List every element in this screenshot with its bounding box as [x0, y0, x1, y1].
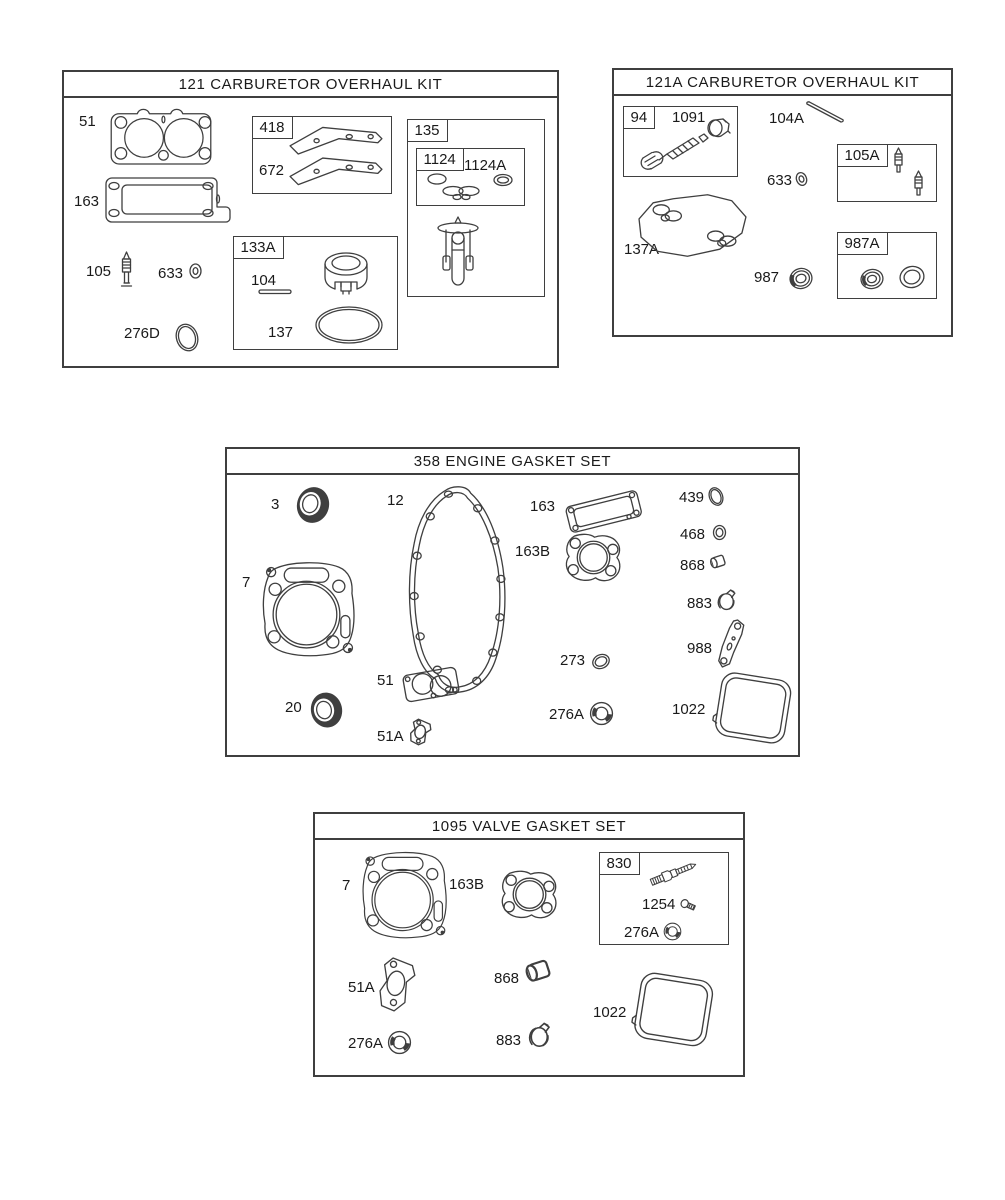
part-label-987: 987	[754, 269, 780, 286]
part-label-276A-kit4: 276A	[348, 1035, 384, 1052]
part-label-1091: 1091	[672, 109, 706, 126]
part-label-868-kit4: 868	[494, 970, 520, 987]
part-label-163: 163	[74, 193, 100, 210]
seal-987-drawing	[788, 265, 814, 292]
breather-gasket-988-drawing	[717, 618, 746, 669]
part-label-51A-kit3: 51A	[377, 728, 404, 745]
pin-104A-drawing	[804, 100, 846, 126]
float-hinge-pin-104-drawing	[258, 289, 292, 295]
inset-987A-box	[837, 232, 937, 299]
inset-94-box	[623, 106, 738, 177]
part-label-988: 988	[687, 640, 713, 657]
exhaust-gasket-51A-kit3-drawing	[408, 718, 433, 747]
inset-105A-tab: 105A	[837, 144, 888, 167]
needle-and-spring-1091-drawing	[636, 117, 734, 175]
cylinder-head-gasket-7-kit4-drawing	[360, 844, 448, 944]
part-label-163B-kit4: 163B	[449, 876, 485, 893]
part-label-1022-kit3: 1022	[672, 701, 706, 718]
carburetor-mounting-gasket-51-drawing	[105, 106, 217, 164]
plug-868-kit3-drawing	[709, 555, 726, 569]
part-label-105: 105	[86, 263, 112, 280]
seal-276A-kit3-drawing	[589, 701, 614, 726]
part-label-883-kit4: 883	[496, 1032, 522, 1049]
kit-121A-title: 121A CARBURETOR OVERHAUL KIT	[614, 70, 951, 96]
inset-830-box	[599, 852, 729, 945]
part-label-163-kit3: 163	[530, 498, 556, 515]
gasket-set-1124-drawing	[423, 171, 521, 203]
o-ring-468-drawing	[712, 524, 727, 541]
part-label-1124A: 1124A	[464, 157, 507, 174]
clamp-883-kit3-drawing	[717, 588, 738, 611]
part-label-163B-kit3: 163B	[515, 543, 551, 560]
carburetor-gasket-163B-kit4-drawing	[495, 869, 561, 920]
seal-washer-633-drawing	[189, 263, 202, 279]
exhaust-gasket-51A-kit4-drawing	[376, 956, 417, 1015]
carburetor-float-assembly-drawing	[436, 216, 480, 290]
cylinder-head-gasket-7-drawing	[260, 559, 356, 657]
inset-418-tab: 418	[252, 116, 293, 139]
seals-987A-drawing	[856, 261, 934, 297]
part-label-51: 51	[79, 113, 96, 130]
part-label-276A-kit3: 276A	[549, 706, 585, 723]
part-label-104: 104	[251, 272, 277, 289]
part-label-137A: 137A	[624, 241, 660, 258]
part-label-20: 20	[285, 699, 302, 716]
clamp-883-kit4-drawing	[528, 1021, 553, 1048]
part-label-7-kit4: 7	[342, 877, 351, 894]
inset-105A-box	[837, 144, 937, 202]
kit-1095-title: 1095 VALVE GASKET SET	[315, 814, 743, 840]
inset-135-box	[407, 119, 545, 297]
part-label-276A-inset830: 276A	[624, 924, 660, 941]
part-label-7: 7	[242, 574, 251, 591]
inset-133A-tab: 133A	[233, 236, 284, 259]
o-ring-439-drawing	[707, 486, 725, 507]
inset-830-tab: 830	[599, 852, 640, 875]
kit-358-title: 358 ENGINE GASKET SET	[227, 449, 798, 475]
throttle-plates-672-drawing	[286, 123, 388, 187]
inset-987A-tab: 987A	[837, 232, 888, 255]
valve-stud-830-drawing	[648, 855, 710, 889]
part-label-12: 12	[387, 492, 404, 509]
crankcase-gasket-12-drawing	[400, 483, 510, 695]
valve-cover-gasket-163-drawing	[564, 488, 643, 533]
part-label-51-kit3: 51	[377, 672, 394, 689]
part-label-3: 3	[271, 496, 280, 513]
part-label-439: 439	[679, 489, 705, 506]
part-label-104A: 104A	[769, 110, 805, 127]
oil-seal-20-drawing	[308, 690, 345, 731]
kit-358-engine-gasket-set	[225, 447, 800, 757]
screw-1254-drawing	[678, 899, 698, 915]
float-needle-valve-105-drawing	[119, 251, 134, 289]
part-label-273: 273	[560, 652, 586, 669]
plug-868-kit4-drawing	[524, 959, 551, 984]
valve-cover-seal-1022-kit3-drawing	[710, 666, 796, 752]
part-label-883-kit3: 883	[687, 595, 713, 612]
part-label-633-kit2: 633	[767, 172, 793, 189]
float-bowl-cup-drawing	[322, 251, 370, 295]
carburetor-body-gasket-137A-drawing	[635, 192, 753, 260]
seal-276A-inset830-drawing	[663, 922, 682, 941]
seal-276A-kit4-drawing	[387, 1030, 412, 1055]
o-ring-276D-drawing	[173, 322, 201, 353]
part-label-868-kit3: 868	[680, 557, 706, 574]
intake-gasket-163-drawing	[100, 176, 232, 223]
part-label-672: 672	[259, 162, 285, 179]
valve-cover-seal-1022-kit4-drawing	[629, 966, 718, 1055]
part-label-468: 468	[680, 526, 706, 543]
inset-1124-box	[416, 148, 525, 206]
kit-121A-carburetor-overhaul	[612, 68, 953, 337]
inset-418-box	[252, 116, 392, 194]
kit-121-carburetor-overhaul	[62, 70, 559, 368]
kit-1095-valve-gasket-set	[313, 812, 745, 1077]
bowl-o-ring-137-drawing	[314, 305, 384, 345]
seal-washer-633-kit2-drawing	[795, 171, 808, 187]
part-label-276D: 276D	[124, 325, 160, 342]
inset-94-tab: 94	[623, 106, 656, 129]
part-label-51A-kit4: 51A	[348, 979, 375, 996]
needle-valves-105A-drawing	[888, 147, 934, 201]
oil-seal-3-drawing	[294, 485, 332, 526]
inset-1124-tab: 1124	[416, 148, 464, 171]
inset-135-tab: 135	[407, 119, 448, 142]
carburetor-mounting-gasket-51-kit3-drawing	[401, 665, 461, 704]
part-label-1254: 1254	[642, 896, 676, 913]
part-label-137: 137	[268, 324, 294, 341]
carburetor-gasket-163B-drawing	[560, 532, 624, 583]
part-label-1022-kit4: 1022	[593, 1004, 627, 1021]
inset-133A-box	[233, 236, 398, 350]
kit-121-title: 121 CARBURETOR OVERHAUL KIT	[64, 72, 557, 98]
o-ring-273-drawing	[590, 650, 612, 673]
part-label-633: 633	[158, 265, 184, 282]
